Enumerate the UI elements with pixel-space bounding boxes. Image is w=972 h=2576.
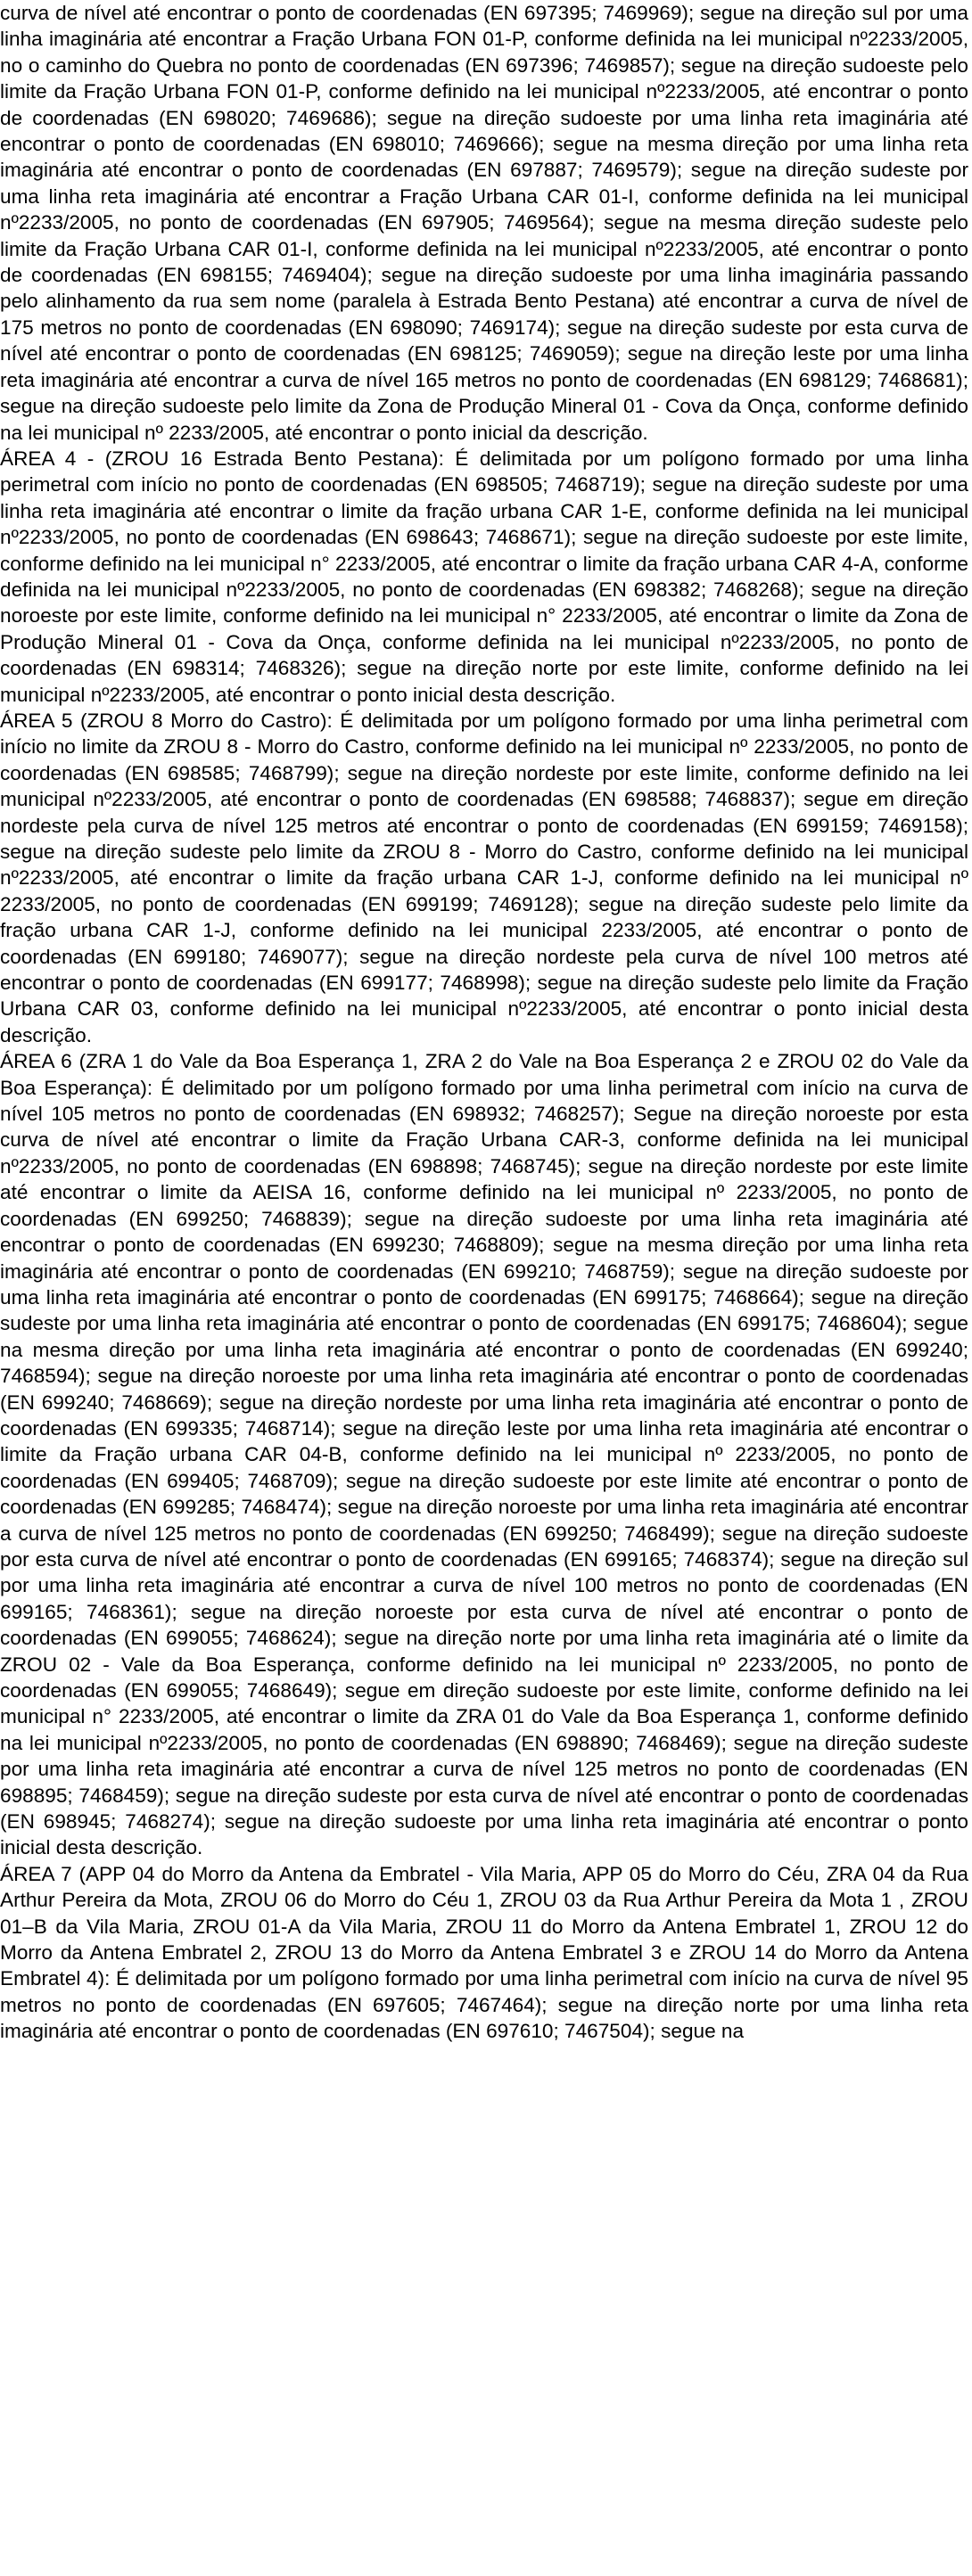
paragraph-area-5: ÁREA 5 (ZROU 8 Morro do Castro): É delimitada por um polígono formado por uma linha perimetral com início no limite da ZROU 8 - Morro do Castro, conforme definido na lei municipal nº 2233/2005, no ponto de coordenadas (EN 698585; 7468799); segue na direção nordeste por este limite, conforme definido na lei municipal nº2233/2005, até encontrar o ponto de coordenadas (EN 698588; 7468837); segue em direção nordeste pela curva de nível 125 metros até encontrar o ponto de coordenadas (EN 699159; 7469158); segue na direção sudeste pelo limite da ZROU 8 - Morro do Castro, conforme definido na lei municipal nº2233/2005, até encontrar o limite da fração urbana CAR 1-J, conforme definido na lei municipal nº 2233/2005, no ponto de coordenadas (EN 699199; 7469128); segue na direção sudeste pelo limite da fração urbana CAR 1-J, conforme definido na lei municipal 2233/2005, até encontrar o ponto de coordenadas (EN 699180; 7469077); segue na direção nordeste pela curva de nível 100 metros até encontrar o ponto de coordenadas (EN 699177; 7468998); segue na direção sudeste pelo limite da Fração Urbana CAR 03, conforme definido na lei municipal nº2233/2005, até encontrar o ponto inicial desta descrição. (0, 709, 968, 1046)
paragraph-area-4: ÁREA 4 - (ZROU 16 Estrada Bento Pestana): É delimitada por um polígono formado por uma linha perimetral com início no ponto de coordenadas (EN 698505; 7468719); segue na direção sudeste por uma linha reta imaginária até encontrar o limite da fração urbana CAR 1-E, conforme definida na lei municipal nº2233/2005, no ponto de coordenadas (EN 698643; 7468671); segue na direção sudoeste por este limite, conforme definido na lei municipal n° 2233/2005, até encontrar o limite da fração urbana CAR 4-A, conforme definida na lei municipal nº2233/2005, no ponto de coordenadas (EN 698382; 7468268); segue na direção noroeste por este limite, conforme definido na lei municipal n° 2233/2005, até encontrar o limite da Zona de Produção Mineral 01 - Cova da Onça, conforme definida na lei municipal nº2233/2005, no ponto de coordenadas (EN 698314; 7468326); segue na direção norte por este limite, conforme definido na lei municipal nº2233/2005, até encontrar o ponto inicial desta descrição. (0, 447, 968, 706)
paragraph-area-3-continuation: curva de nível até encontrar o ponto de coordenadas (EN 697395; 7469969); segue na direção sul por uma linha imaginária até encontrar a Fração Urbana FON 01-P, conforme definida na lei municipal nº2233/2005, no o caminho do Quebra no ponto de coordenadas (EN 697396; 7469857); segue na direção sudoeste pelo limite da Fração Urbana FON 01-P, conforme definido na lei municipal nº2233/2005, até encontrar o ponto de coordenadas (EN 698020; 7469686); segue na direção sudoeste por uma linha reta imaginária até encontrar o ponto de coordenadas (EN 698010; 7469666); segue na mesma direção por uma linha reta imaginária até encontrar o ponto de coordenadas (EN 697887; 7469579); segue na direção sudeste por uma linha reta imaginária até encontrar a Fração Urbana CAR 01-I, conforme definida na lei municipal nº2233/2005, no ponto de coordenadas (EN 697905; 7469564); segue na mesma direção sudeste pelo limite da Fração Urbana CAR 01-I, conforme definida na lei municipal nº2233/2005, até encontrar o ponto de coordenadas (EN 698155; 7469404); segue na direção sudoeste por uma linha imaginária passando pelo alinhamento da rua sem nome (paralela à Estrada Bento Pestana) até encontrar a curva de nível de 175 metros no ponto de coordenadas (EN 698090; 7469174); segue na direção sudeste por esta curva de nível até encontrar o ponto de coordenadas (EN 698125; 7469059); segue na direção leste por uma linha reta imaginária até encontrar a curva de nível 165 metros no ponto de coordenadas (EN 698129; 7468681); segue na direção sudoeste pelo limite da Zona de Produção Mineral 01 - Cova da Onça, conforme definido na lei municipal nº 2233/2005, até encontrar o ponto inicial da descrição. (0, 2, 968, 444)
paragraph-area-7: ÁREA 7 (APP 04 do Morro da Antena da Embratel - Vila Maria, APP 05 do Morro do Céu, ZRA 04 da Rua Arthur Pereira da Mota, ZROU 06 do Morro do Céu 1, ZROU 03 da Rua Arthur Pereira da Mota 1 , ZROU 01–B da Vila Maria, ZROU 01-A da Vila Maria, ZROU 11 do Morro da Antena Embratel 1, ZROU 12 do Morro da Antena Embratel 2, ZROU 13 do Morro da Antena Embratel 3 e ZROU 14 do Morro da Antena Embratel 4): É delimitada por um polígono formado por uma linha perimetral com início na curva de nível 95 metros no ponto de coordenadas (EN 697605; 7467464); segue na direção norte por uma linha reta imaginária até encontrar o ponto de coordenadas (EN 697610; 7467504); segue na (0, 1862, 968, 2043)
paragraph-area-6: ÁREA 6 (ZRA 1 do Vale da Boa Esperança 1, ZRA 2 do Vale na Boa Esperança 2 e ZROU 02 do Vale da Boa Esperança): É delimitado por um polígono formado por uma linha perimetral com início na curva de nível 105 metros no ponto de coordenadas (EN 698932; 7468257); Segue na direção noroeste por esta curva de nível até encontrar o limite da Fração Urbana CAR-3, conforme definida na lei municipal nº2233/2005, no ponto de coordenadas (EN 698898; 7468745); segue na direção nordeste por este limite até encontrar o limite da AEISA 16, conforme definido na lei municipal nº 2233/2005, no ponto de coordenadas (EN 699250; 7468839); segue na direção sudoeste por uma linha reta imaginária até encontrar o ponto de coordenadas (EN 699230; 7468809); segue na mesma direção por uma linha reta imaginária até encontrar o ponto de coordenadas (EN 699210; 7468759); segue na direção sudoeste por uma linha reta imaginária até encontrar o ponto de coordenadas (EN 699175; 7468664); segue na direção sudeste por uma linha reta imaginária até encontrar o ponto de coordenadas (EN 699175; 7468604); segue na mesma direção por uma linha reta imaginária até encontrar o ponto de coordenadas (EN 699240; 7468594); segue na direção noroeste por uma linha reta imaginária até encontrar o ponto de coordenadas (EN 699240; 7468669); segue na direção nordeste por uma linha reta imaginária até encontrar o ponto de coordenadas (EN 699335; 7468714); segue na direção leste por uma linha reta imaginária até encontrar o limite da Fração urbana CAR 04-B, conforme definido na lei municipal nº 2233/2005, no ponto de coordenadas (EN 699405; 7468709); segue na direção sudoeste por este limite até encontrar o ponto de coordenadas (EN 699285; 7468474); segue na direção noroeste por uma linha reta imaginária até encontrar a curva de nível 125 metros no ponto de coordenadas (EN 699250; 7468499); segue na direção sudoeste por esta curva de nível até encontrar o ponto de coordenadas (EN 699165; 7468374); segue na direção sul por uma linha reta imaginária até encontrar a curva de nível 100 metros no ponto de coordenadas (EN 699165; 7468361); segue na direção noroeste por esta curva de nível até encontrar o ponto de coordenadas (EN 699055; 7468624); segue na direção norte por uma linha reta imaginária até o limite da ZROU 02 - Vale da Boa Esperança, conforme definido na lei municipal nº 2233/2005, no ponto de coordenadas (EN 699055; 7468649); segue em direção sudoeste por este limite, conforme definido na lei municipal n° 2233/2005, até encontrar o limite da ZRA 01 do Vale da Boa Esperança 1, conforme definido na lei municipal nº2233/2005, no ponto de coordenadas (EN 698890; 7468469); segue na direção sudeste por uma linha reta imaginária até encontrar a curva de nível 125 metros no ponto de coordenadas (EN 698895; 7468459); segue na direção sudeste por esta curva de nível até encontrar o ponto de coordenadas (EN 698945; 7468274); segue na direção sudoeste por uma linha reta imaginária até encontrar o ponto inicial desta descrição. (0, 1050, 968, 1859)
